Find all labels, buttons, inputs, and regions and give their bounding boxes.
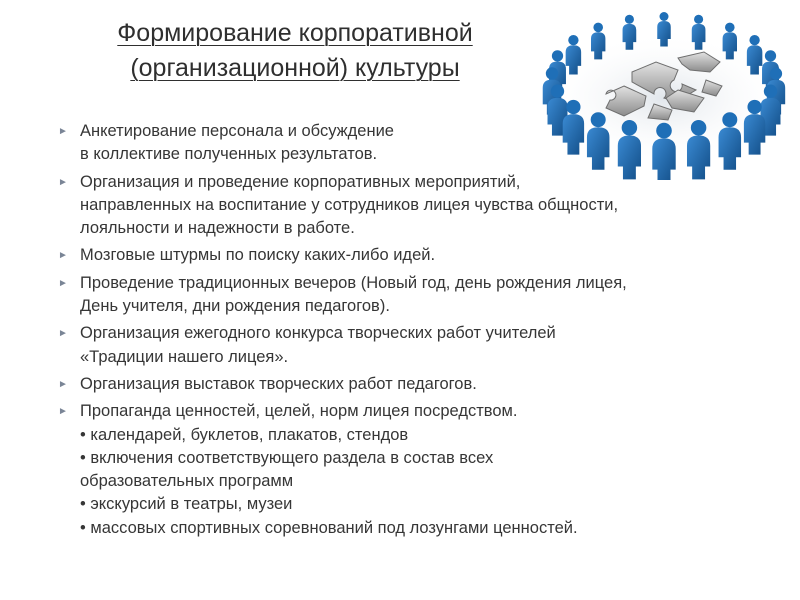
list-item-line: Анкетирование персонала и обсуждение [80,122,394,140]
bullet-arrow-icon: ► [58,126,68,137]
bullet-list [58,120,778,544]
list-item-line: Организация и проведение корпоративных мероприятий, [80,172,521,191]
list-item-line: • массовых спортивных соревнований под лозунгами ценностей. [80,518,578,537]
list-item-line: образовательных программ [80,472,294,491]
bullet-arrow-icon: ► [58,328,68,340]
list-item [58,400,778,540]
bullet-arrow-icon: ► [58,176,68,188]
page-title [60,16,530,86]
list-item-line: • включения соответствующего раздела в состав всех [80,448,494,467]
list-item-line: Организация выставок творческих работ педагогов. [80,374,477,393]
list-item-line: лояльности и надежности в работе. [80,219,355,238]
bullet-arrow-icon: ► [58,250,68,262]
list-item-line: • экскурсий в театры, музеи [80,495,293,514]
list-item-line: «Традиции нашего лицея». [80,347,289,366]
list-item-line: Организация ежегодного конкурса творческих работ учителей [80,324,556,343]
title-line-1: Формирование корпоративной [117,19,473,47]
list-item-line: направленных на воспитание у сотрудников лицея чувства общности, [80,195,619,214]
bullet-arrow-icon: ► [58,378,68,390]
list-item-line: Проведение традиционных вечеров (Новый год, день рождения лицея, [80,273,627,292]
list-item [58,244,778,267]
list-item [58,171,778,241]
list-item-line: Пропаганда ценностей, целей, норм лицея посредством. [80,402,518,421]
bullet-arrow-icon: ► [58,406,68,418]
list-item-line: в коллективе полученных результатов. [80,145,378,164]
list-item [58,272,778,319]
list-item-line: День учителя, дни рождения педагогов). [80,297,390,316]
list-item [58,373,778,396]
list-item [58,322,778,369]
list-item-line: Мозговые штурмы по поиску каких-либо идей. [80,246,436,265]
bullet-arrow-icon: ► [58,277,68,289]
title-line-2: (организационной) культуры [130,54,460,82]
list-item [58,120,778,167]
list-item-line: • календарей, буклетов, плакатов, стендов [80,425,409,444]
